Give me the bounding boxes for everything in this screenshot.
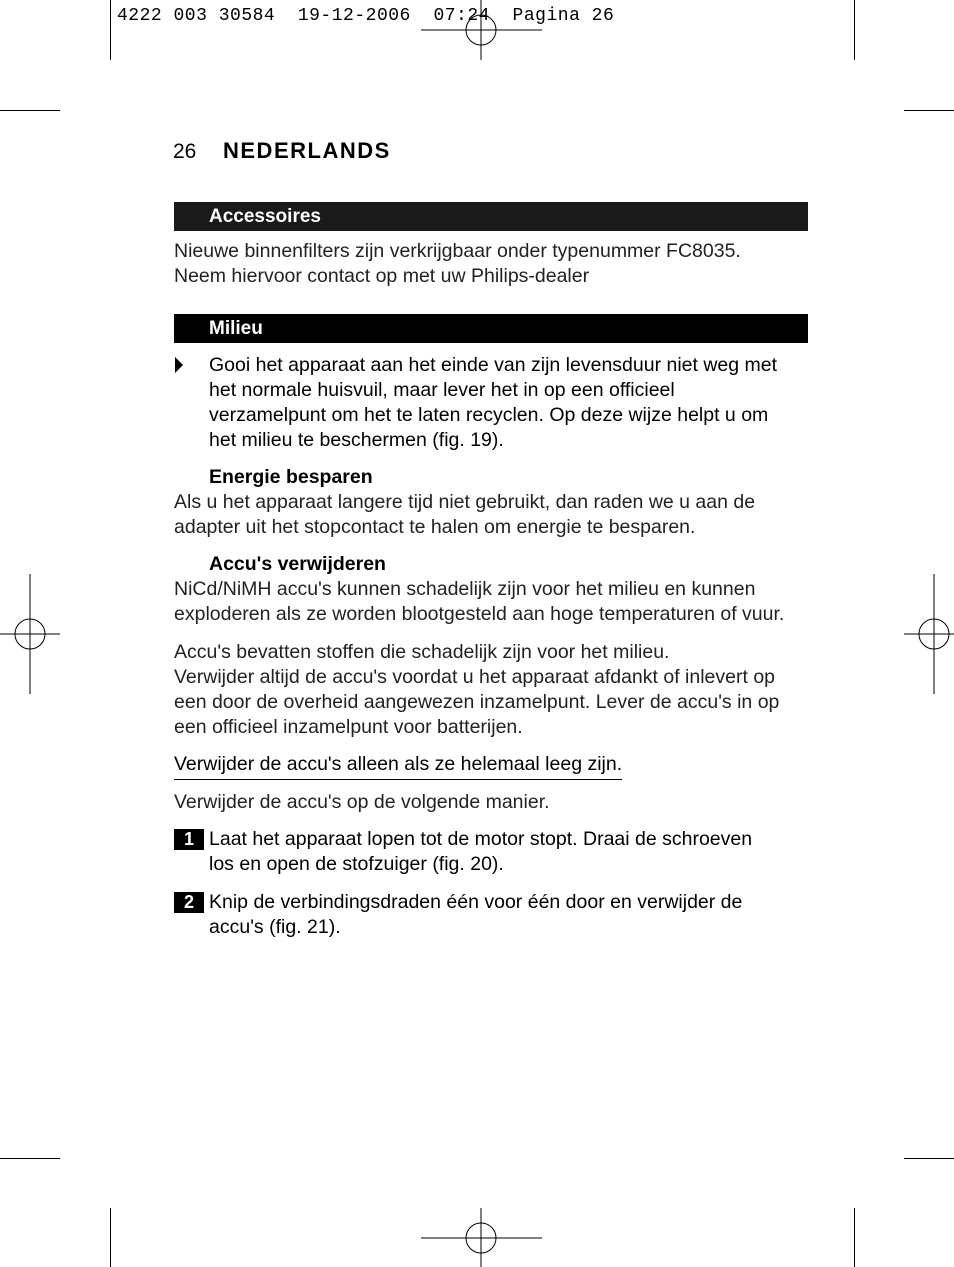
text-line: Accu's bevatten stoffen die schadelijk zijn voor het milieu. <box>174 641 670 663</box>
text-line: accu's (fig. 21). <box>209 916 341 938</box>
step-number-badge: 1 <box>174 829 204 850</box>
text-line: een door de overheid aangewezen inzamelpunt. Lever de accu's in op <box>174 691 780 713</box>
section-title: Accessoires <box>209 206 321 227</box>
step-1-text <box>209 827 814 877</box>
subheading-energie: Energie besparen <box>209 466 373 488</box>
text-line: het normale huisvuil, maar lever het in op een officieel <box>209 379 675 401</box>
bullet-paragraph-milieu <box>209 353 814 453</box>
step-2-text <box>209 890 814 940</box>
step-number-badge: 2 <box>174 892 204 913</box>
section-bar-accessoires <box>174 202 808 231</box>
text-line: Als u het apparaat langere tijd niet gebruikt, dan raden we u aan de <box>174 491 756 513</box>
text-line: Neem hiervoor contact op met uw Philips-dealer <box>174 265 590 287</box>
print-slug: 4222 003 30584 19-12-2006 07:24 Pagina 26 <box>117 6 615 26</box>
text-line: adapter uit het stopcontact te halen om energie te besparen. <box>174 516 696 538</box>
text-line: verzamelpunt om het te laten recyclen. Op deze wijze helpt u om <box>209 404 769 426</box>
text-line: NiCd/NiMH accu's kunnen schadelijk zijn voor het milieu en kunnen <box>174 578 756 600</box>
bullet-icon <box>174 356 184 374</box>
section-bar-milieu <box>174 314 808 343</box>
paragraph-accus-intro: Verwijder de accu's op de volgende manier. <box>174 791 550 813</box>
underlined-warning: Verwijder de accu's alleen als ze helemaal leeg zijn. <box>174 752 622 780</box>
paragraph-accus-1 <box>174 577 814 627</box>
section-title: Milieu <box>209 318 263 339</box>
paragraph-accessoires <box>174 239 814 289</box>
paragraph-energie <box>174 490 814 540</box>
subheading-accus: Accu's verwijderen <box>209 553 386 575</box>
text-line: een officieel inzamelpunt voor batterijen. <box>174 716 523 738</box>
text-line: het milieu te beschermen (fig. 19). <box>209 429 504 451</box>
page-number: 26 <box>173 140 197 163</box>
language-heading: NEDERLANDS <box>223 138 391 163</box>
paragraph-accus-2 <box>174 640 814 740</box>
text-line: Laat het apparaat lopen tot de motor stopt. Draai de schroeven <box>209 828 753 850</box>
text-line: Knip de verbindingsdraden één voor één door en verwijder de <box>209 891 743 913</box>
text-line: los en open de stofzuiger (fig. 20). <box>209 853 504 875</box>
text-line: Verwijder altijd de accu's voordat u het apparaat afdankt of inlevert op <box>174 666 776 688</box>
text-line: Gooi het apparaat aan het einde van zijn levensduur niet weg met <box>209 354 778 376</box>
text-line: Nieuwe binnenfilters zijn verkrijgbaar onder typenummer FC8035. <box>174 240 741 262</box>
text-line: exploderen als ze worden blootgesteld aan hoge temperaturen of vuur. <box>174 603 785 625</box>
